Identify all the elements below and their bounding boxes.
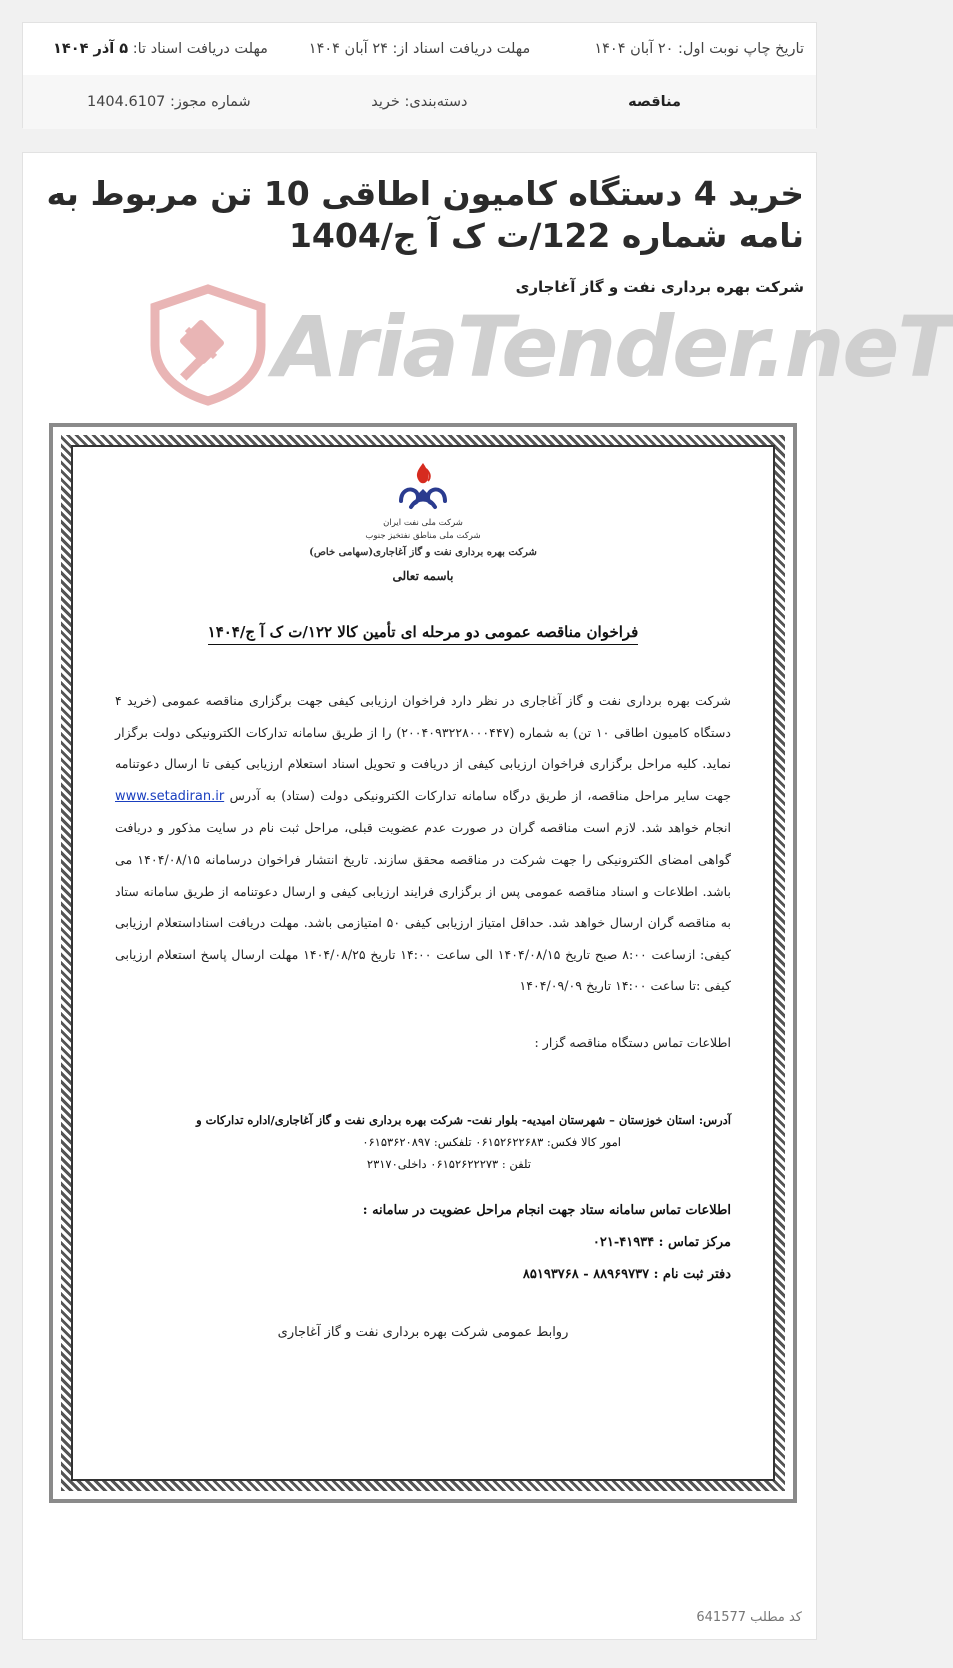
document-body [115, 685, 731, 1002]
setad-link[interactable]: www.setadiran.ir [115, 788, 225, 804]
logo-line-1: شرکت ملی نفت ایران [383, 518, 463, 528]
info-row-dates [23, 23, 816, 75]
basmala: باسمه تعالی [392, 569, 454, 583]
tender-document-image [49, 423, 797, 1503]
tender-title: خرید 4 دستگاه کامیون اطاقی 10 تن مربوط به نامه شماره 122/ت ک آ ج/1404 [46, 174, 804, 255]
receive-until-value: ۵ آذر ۱۴۰۴ [53, 41, 129, 57]
company-header [71, 461, 775, 583]
address-line-2: امور کالا فکس: ۰۶۱۵۲۶۲۲۶۸۳ تلفکس: ۰۶۱۵۳۶۲۰۸۹۷ [362, 1135, 621, 1149]
watermark-logo-icon [143, 285, 273, 403]
address-line-3: تلفن : ۰۶۱۵۲۶۲۲۲۷۳ داخلی۲۳۱۷۰ [366, 1157, 531, 1171]
receive-until-label: مهلت دریافت اسناد تا: [128, 41, 268, 57]
body-text-part1: شرکت بهره برداری نفت و گاز آغاجاری در نظر دارد فراخوان ارزیابی کیفی جهت برگزاری مناقصه عمومی (خرید ۴ دستگاه کامیون اطاقی ۱۰ تن) به شماره (۲۰۰۴۰۹۳۲۲۸۰۰۰۴۴۷) را از طریق سامانه تدارکات الکترونیکی دولت برگزار نماید. کلیه مراحل برگزاری فراخوان ارزیابی کیفی از دریافت و تحویل اسناد استعلام ارزیابی کیفی تا ارسال دعوتنامه جهت سایر مراحل مناقصه، از طریق درگاه سامانه تدارکات الکترونیکی دولت (ستاد) به آدرس [115, 693, 731, 803]
tender-category: دسته‌بندی: خرید [371, 94, 468, 110]
document-heading [71, 623, 775, 641]
organization-name: شرکت بهره برداری نفت و گاز آغاجاری [515, 278, 804, 296]
setad-call-center: مرکز تماس : ۴۱۹۳۴-۰۲۱ [592, 1235, 731, 1250]
public-relations-sign: روابط عمومی شرکت بهره برداری نفت و گاز آغاجاری [277, 1325, 569, 1340]
receive-until-date [23, 41, 287, 57]
logo-line-3: شرکت بهره برداری نفت و گاز آغاجاری(سهامی خاص) [309, 547, 537, 558]
print-date: تاریخ چاپ نوبت اول: ۲۰ آبان ۱۴۰۴ [594, 41, 804, 57]
tender-detail-card [22, 152, 953, 1640]
logo-line-2: شرکت ملی مناطق نفتخیز جنوب [365, 531, 481, 541]
watermark-text: AriaTender.neT [273, 298, 953, 396]
document-heading-text: فراخوان مناقصه عمومی دو مرحله ای تأمین کالا ۱۲۲/ت ک آ ج/۱۴۰۴ [208, 623, 639, 645]
address-block [115, 1109, 731, 1175]
address-line-1: آدرس: استان خوزستان – شهرستان امیدیه- بلوار نفت- شرکت بهره برداری نفت و گاز آغاجاری/اداره تدارکات و [196, 1113, 731, 1127]
license-number: شماره مجوز: 1404.6107 [86, 94, 251, 110]
setad-register-office: دفتر ثبت نام : ۸۸۹۶۹۷۳۷ - ۸۵۱۹۳۷۶۸ [522, 1267, 731, 1282]
tender-info-card [22, 22, 817, 128]
contact-title: اطلاعات تماس دستگاه مناقصه گزار : [534, 1035, 731, 1050]
tender-type: مناقصه [628, 94, 681, 110]
setad-contact-title: اطلاعات تماس سامانه ستاد جهت انجام مراحل عضویت در سامانه : [362, 1203, 731, 1218]
info-row-meta [23, 75, 816, 129]
article-code: کد مطلب 641577 [696, 1610, 802, 1625]
oil-company-logo-icon [395, 461, 451, 513]
setad-contact-block [363, 1195, 731, 1291]
watermark [143, 285, 953, 403]
body-text-part2: انجام خواهد شد. لازم است مناقصه گران در صورت عدم عضویت قبلی، مراحل ثبت نام در سایت مذکور و دریافت گواهی امضای الکترونیکی را جهت شرکت در مناقصه محقق سازند. تاریخ انتشار فراخوان درسامانه ۱۴۰۴/۰۸/۱۵ می باشد. اطلاعات و اسناد مناقصه عمومی پس از برگزاری فرایند ارزیابی کیفی و ارسال دعوتنامه از طریق سامانه ستاد به مناقصه گران ارسال خواهد شد. حداقل امتیاز ارزیابی کیفی ۵۰ امتیازمی باشد. مهلت دریافت اسناداستعلام ارزیابی کیفی: ازساعت ۸:۰۰ صبح تاریخ ۱۴۰۴/۰۸/۱۵ الی ساعت ۱۴:۰۰ تاریخ ۱۴۰۴/۰۸/۲۵ مهلت ارسال پاسخ استعلام ارزیابی کیفی :تا ساعت ۱۴:۰۰ تاریخ ۱۴۰۴/۰۹/۰۹ [115, 820, 731, 994]
document-frame [61, 435, 785, 1491]
receive-from-date: مهلت دریافت اسناد از: ۲۴ آبان ۱۴۰۴ [308, 41, 531, 57]
